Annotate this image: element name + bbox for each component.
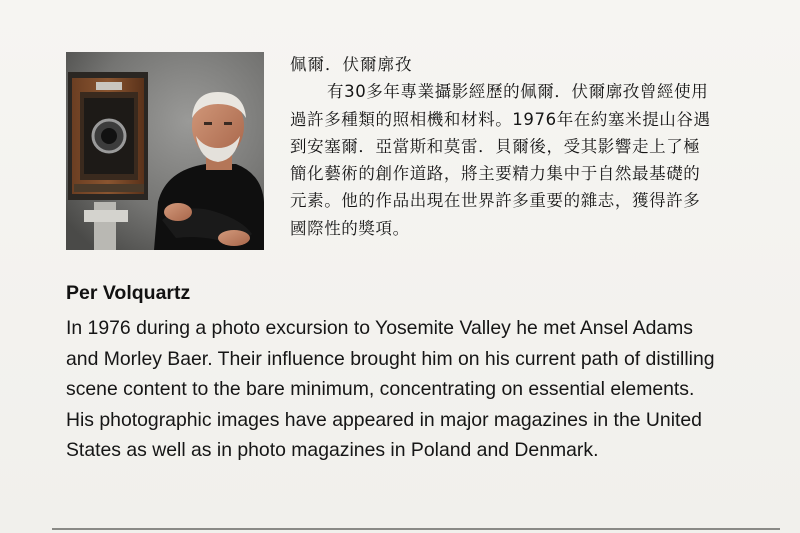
chinese-line: 元素。他的作品出現在世界許多重要的雜志，獲得許多: [290, 191, 701, 211]
english-line: In 1976 during a photo excursion to Yosemite Valley he met Ansel Adams: [66, 317, 694, 339]
chinese-line: 簡化藝術的創作道路，將主要精力集中于自然最基礎的: [290, 164, 701, 184]
portrait-photo-image: [66, 52, 264, 250]
chinese-line: 到安塞爾．亞當斯和莫雷．貝爾後，受其影響走上了極: [290, 136, 701, 156]
english-name: Per Volquartz: [66, 282, 191, 304]
chinese-name: 佩爾．伏爾廓孜: [290, 55, 413, 74]
portrait-photo: [66, 52, 264, 250]
english-line: His photographic images have appeared in major magazines in the United: [66, 408, 702, 431]
english-biography: [66, 313, 786, 466]
chinese-line: 國際性的獎項。: [290, 218, 410, 238]
chinese-biography: [290, 51, 770, 242]
chinese-line: 過許多種類的照相機和材料。1976年在約塞米提山谷遇: [290, 109, 711, 129]
english-line: and Morley Baer. Their influence brought him on his current path of distilling: [66, 347, 715, 370]
english-line: States as well as in photo magazines in Poland and Denmark.: [66, 439, 599, 461]
bottom-divider: [52, 528, 780, 530]
chinese-line: 有30多年專業攝影經歷的佩爾．伏爾廓孜曾經使用: [327, 82, 709, 102]
english-line: scene content to the bare minimum, concentrating on essential elements.: [66, 378, 695, 400]
